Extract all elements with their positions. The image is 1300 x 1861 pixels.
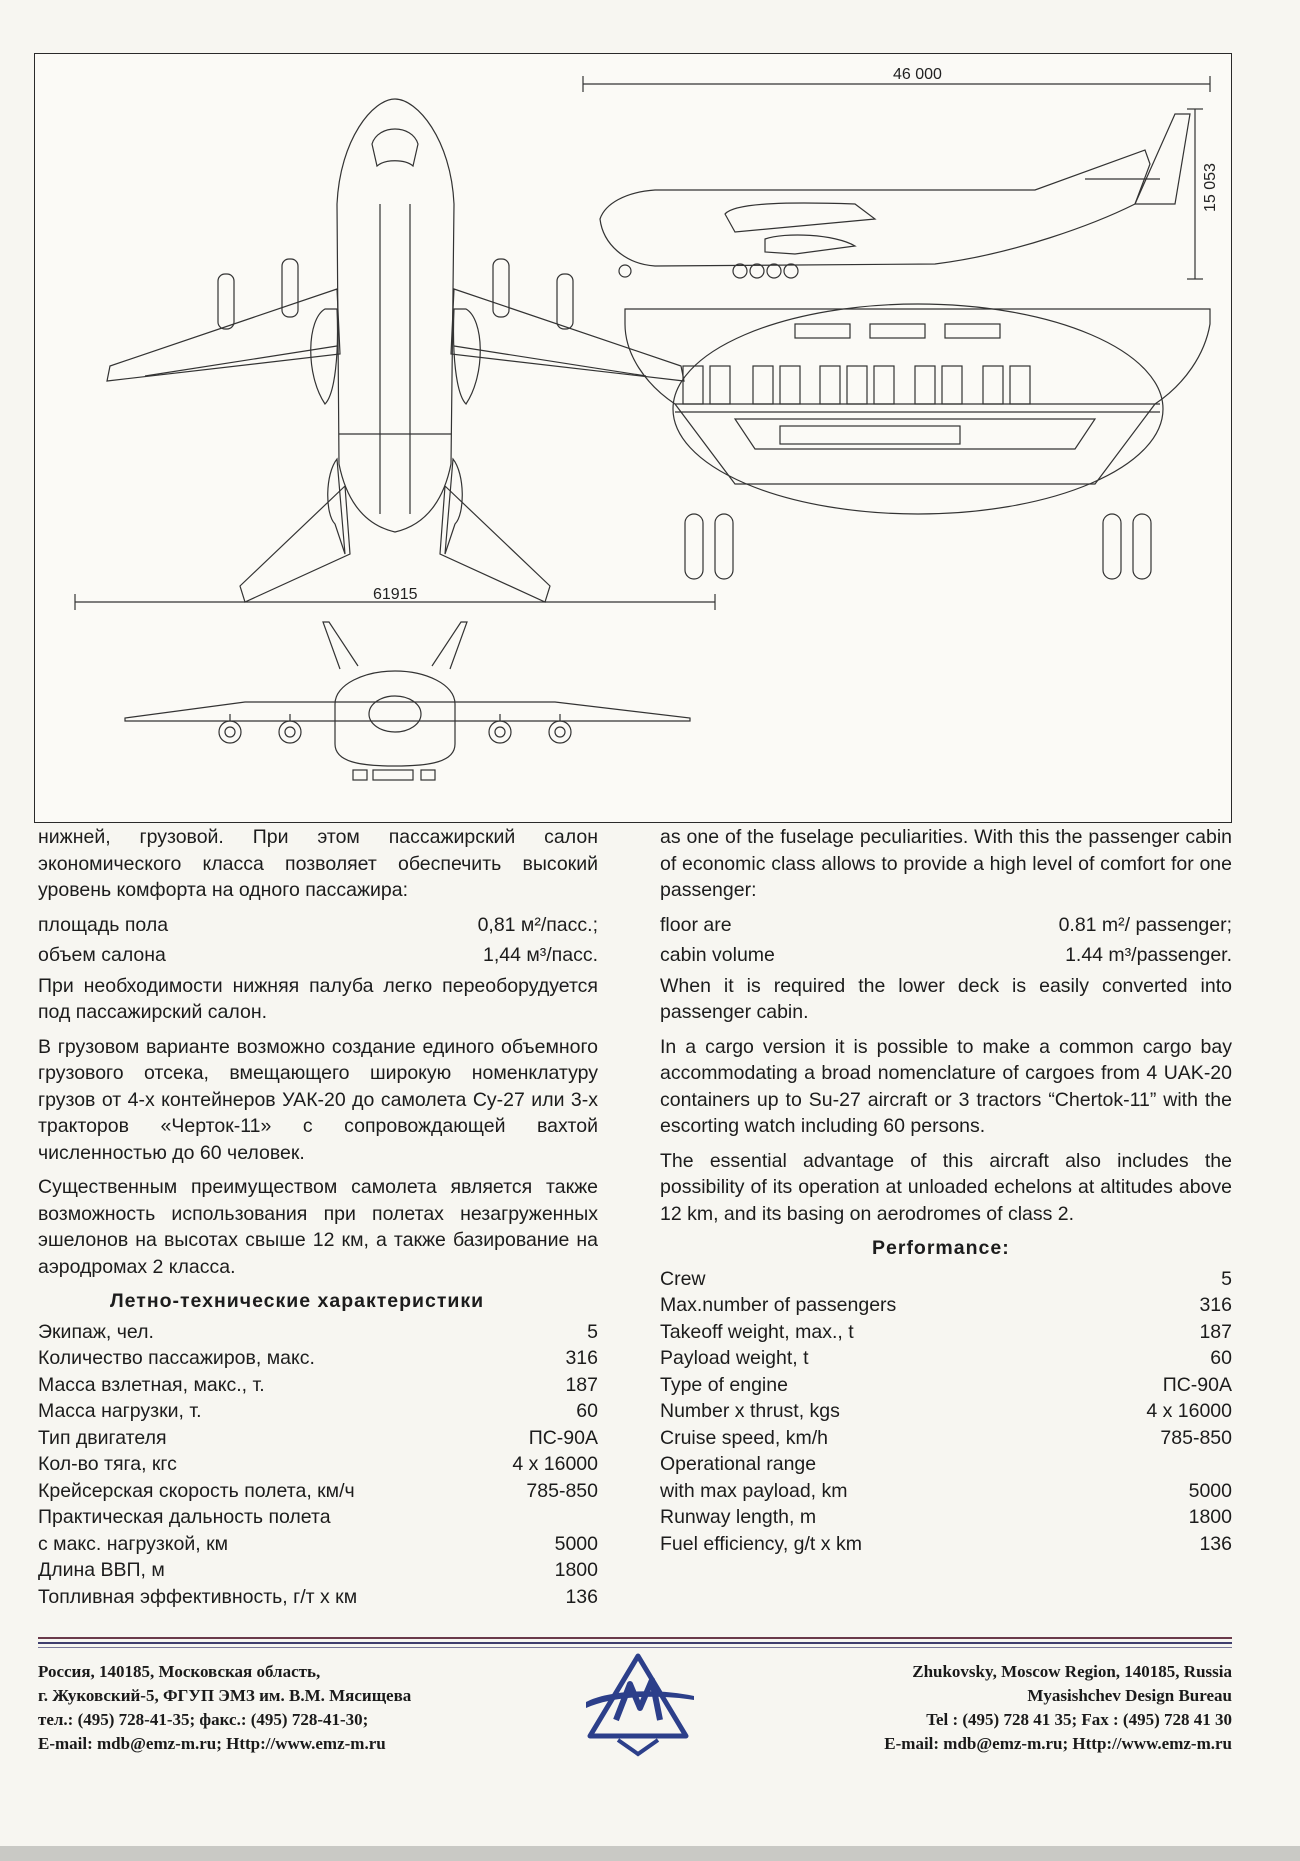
spec-row [660,1292,1232,1319]
en-performance-heading: Performance: [872,1237,1010,1259]
footer-en-phone: Tel : (495) 728 41 35; Fax : (495) 728 41 30 [926,1710,1232,1729]
myasishchev-logo [578,1650,698,1765]
spec-value: ПС-90А [1162,1373,1232,1396]
spec-row [38,1584,598,1611]
ru-comfort-rows [38,912,598,969]
spec-label: Runway length, m [660,1506,817,1528]
fuselage-cross-section [625,304,1210,579]
spec-value: 316 [1199,1294,1232,1316]
footer-divider [38,1637,1232,1648]
spec-label: Практическая дальность полета [38,1506,331,1528]
en-floor-label: floor are [660,913,732,936]
ru-floor-value: 0,81 м²/пасс.; [477,913,598,936]
spec-value: ПС-90А [528,1426,598,1449]
spec-label: Длина ВВП, м [38,1559,165,1581]
ru-floor-row [38,912,598,939]
spec-value: 316 [565,1347,598,1369]
spec-label: with max payload, km [660,1479,848,1502]
footer-en-bureau-name: Myasishchev Design Bureau [1027,1686,1232,1705]
spec-label: Крейсерская скорость полета, км/ч [38,1479,355,1502]
ru-volume-label: объем салона [38,944,166,966]
spec-row [38,1531,598,1558]
en-comfort-rows [660,912,1232,969]
spec-row [38,1372,598,1399]
spec-value: 1800 [554,1559,598,1581]
footer-ru-email: E-mail: mdb@emz-m.ru; Http://www.emz-m.ru [38,1734,386,1753]
spec-value: 785-850 [526,1479,598,1502]
passenger-seats [683,366,1030,404]
spec-value: 5000 [554,1532,598,1555]
spec-value: 60 [1210,1347,1232,1369]
ru-lower-deck-paragraph: При необходимости нижняя палуба легко переоборудуется под пассажирский салон. [38,974,598,1023]
aircraft-three-view-drawing [35,54,1233,824]
en-volume-value: 1.44 m³/passenger. [1065,944,1232,966]
spec-value: 136 [1199,1532,1232,1555]
spec-value: 5 [587,1320,598,1343]
spec-label: Operational range [660,1453,817,1475]
spec-row [660,1451,1232,1478]
ru-floor-label: площадь пола [38,913,169,936]
spec-row [38,1345,598,1372]
spec-value: 187 [565,1373,598,1396]
en-cargo-paragraph: In a cargo version it is possible to make a common cargo bay accommodating a broad nomenclature of cargoes from 4 UAK-20 containers up to Su-27 aircraft or 3 tractors “Chertok-11” with the escorting watch including 60 persons. [660,1035,1232,1137]
spec-value: 4 х 16000 [512,1453,598,1475]
spec-row [660,1531,1232,1558]
en-floor-value: 0.81 m²/ passenger; [1058,913,1232,936]
spec-value: 5 [1221,1267,1232,1290]
spec-row [660,1398,1232,1425]
aircraft-drawing-frame [34,53,1232,823]
top-view [75,99,715,610]
spec-row [38,1504,598,1531]
spec-label: Топливная эффективность, г/т х км [38,1585,358,1608]
spec-label: Количество пассажиров, макс. [38,1347,315,1369]
spec-value: 5000 [1188,1479,1232,1502]
spec-value: 785-850 [1160,1426,1232,1449]
spec-row [38,1557,598,1584]
ru-intro-paragraph: нижней, грузовой. При этом пассажирский салон экономического класса позволяет обеспечить высокий уровень комфорта на одного пассажира: [38,826,598,901]
footer-contacts-en [712,1660,1232,1756]
spec-label: с макс. нагрузкой, км [38,1532,229,1555]
length-dimension-label: 46 000 [893,66,942,83]
ru-volume-value: 1,44 м³/пасс. [482,944,598,966]
ru-performance-heading: Летно-технические характеристики [110,1290,485,1312]
spec-row [660,1319,1232,1346]
front-view [125,622,690,780]
spec-row [38,1398,598,1425]
footer-en-address: Zhukovsky, Moscow Region, 140185, Russia [912,1662,1232,1681]
en-volume-label: cabin volume [660,944,775,966]
height-dimension-label: 15 053 [1202,163,1219,212]
spec-label: Тип двигателя [38,1426,167,1449]
footer-ru-phone: тел.: (495) 728-41-35; факс.: (495) 728-41-30; [38,1710,369,1729]
spec-label: Экипаж, чел. [38,1320,154,1343]
en-lower-deck-paragraph: When it is required the lower deck is easily converted into passenger cabin. [660,974,1232,1023]
spec-row [38,1425,598,1452]
ru-spec-table [38,1319,598,1611]
spec-label: Number x thrust, kgs [660,1400,840,1422]
en-advantage-paragraph: The essential advantage of this aircraft also includes the possibility of its operation at unloaded echelons at altitudes above 12 km, and its basing on aerodromes of class 2. [660,1149,1232,1225]
design-bureau-logo-icon [578,1650,698,1760]
spec-label: Масса взлетная, макс., т. [38,1373,265,1396]
russian-text-column [38,824,598,1610]
spec-row [660,1345,1232,1372]
spec-value: 1800 [1188,1506,1232,1528]
spec-label: Cruise speed, km/h [660,1426,828,1449]
spec-row [38,1451,598,1478]
span-dimension-label: 61915 [373,586,418,603]
spec-row [660,1504,1232,1531]
spec-label: Type of engine [660,1373,788,1396]
spec-row [660,1372,1232,1399]
spec-value: 60 [576,1400,598,1422]
spec-label: Fuel efficiency, g/t x km [660,1532,862,1555]
en-volume-row [660,942,1232,969]
spec-label: Payload weight, t [660,1347,809,1369]
spec-row [660,1266,1232,1293]
footer-contacts-ru [38,1660,558,1756]
english-text-column [660,824,1232,1557]
footer-ru-address-2: г. Жуковский-5, ФГУП ЭМЗ им. В.М. Мясищева [38,1686,412,1705]
spec-row [38,1319,598,1346]
spec-label: Takeoff weight, max., t [660,1320,854,1343]
ru-cargo-paragraph: В грузовом варианте возможно создание единого объемного грузового отсека, вмещающего широкую номенклатуру грузов от 4-х контейнеров УАК-20 до самолета Су-27 или 3-х тракторов «Черток-11» с сопровождающей вахтой численностью до 60 человек. [38,1035,598,1164]
spec-value: 187 [1199,1320,1232,1343]
scan-bottom-band [0,1846,1300,1861]
footer-ru-address-1: Россия, 140185, Московская область, [38,1662,321,1681]
spec-value: 4 x 16000 [1146,1400,1232,1422]
spec-value: 136 [565,1585,598,1608]
spec-label: Кол-во тяга, кгс [38,1453,177,1475]
footer-en-email: E-mail: mdb@emz-m.ru; Http://www.emz-m.ru [884,1734,1232,1753]
en-spec-table [660,1266,1232,1558]
spec-row [38,1478,598,1505]
spec-row [660,1425,1232,1452]
side-view [583,66,1219,279]
spec-label: Масса нагрузки, т. [38,1400,202,1422]
en-intro-paragraph: as one of the fuselage peculiarities. With this the passenger cabin of economic class allows to provide a high level of comfort for one passenger: [660,826,1232,901]
spec-label: Max.number of passengers [660,1294,897,1316]
ru-advantage-paragraph: Существенным преимуществом самолета является также возможность использования при полетах незагруженных эшелонов на высотах свыше 12 км, а также базирование на аэродромах 2 класса. [38,1176,598,1278]
spec-row [660,1478,1232,1505]
ru-volume-row [38,942,598,969]
spec-label: Crew [660,1267,706,1290]
en-floor-row [660,912,1232,939]
